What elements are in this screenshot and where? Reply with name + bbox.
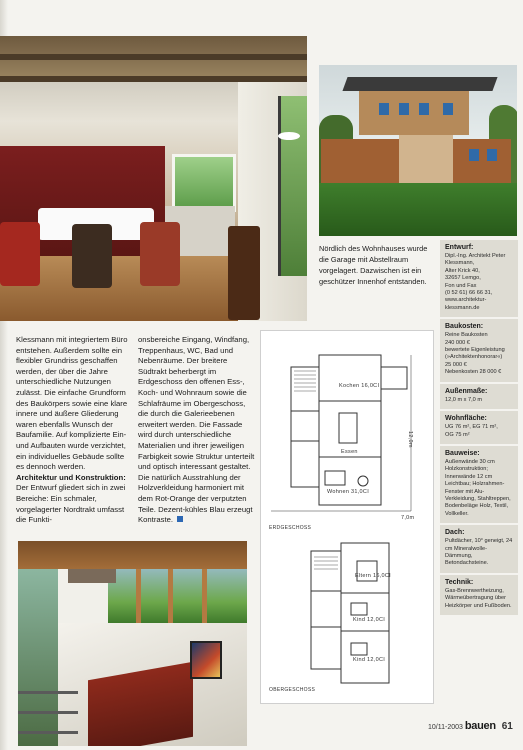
window-post (136, 563, 141, 623)
terrace-top (381, 367, 407, 389)
facts-text: Gas-Brennwertheizung, Wärmeübertragung über Heizkörper und Fußboden. (445, 587, 512, 609)
facts-title: Bauweise: (445, 449, 480, 457)
kitchen-window (172, 154, 236, 212)
article-column-1 (16, 335, 134, 526)
north-wing (291, 367, 319, 487)
facts-block-technology (440, 575, 518, 617)
facts-text: Pultdächer, 10° geneigt, 24 cm Mineralwolle-Dämmung, Betondachsteine. (445, 538, 513, 567)
floor-plans (260, 330, 434, 704)
handrail (18, 731, 78, 734)
window-view (108, 563, 247, 623)
magazine-brand: bauen (464, 720, 496, 732)
chair (140, 222, 180, 286)
interior-dining-photo (0, 36, 307, 321)
room-label: Eltern 16,0CI (355, 573, 392, 579)
window (379, 103, 389, 115)
handrail (18, 711, 78, 714)
facts-text: Dipl.-Ing. Architekt Peter Klessmann, Alter Krick 40, 32657 Lemgo, Fon und Fax (0 52 61) 66 66 31, www.architektur-klessmann.de (445, 253, 506, 311)
article-end-mark (177, 516, 183, 522)
facts-text: 12,0 m x 7,0 m (445, 396, 482, 403)
window (469, 149, 479, 161)
facts-title: Entwurf: (445, 244, 474, 251)
dimension-length: 12,0m (407, 431, 413, 448)
stairwell-photo (18, 541, 247, 746)
chair (72, 224, 112, 288)
ground-floor-label: ERDGESCHOSS (269, 525, 312, 531)
room-label: Kochen 16,0CI (339, 383, 380, 389)
hedge (319, 183, 517, 236)
issue-date: 10/11-2003 (428, 724, 463, 731)
glass-door (278, 96, 307, 276)
facts-title: Technik: (445, 578, 474, 586)
window (419, 103, 429, 115)
page-number: 61 (501, 721, 513, 732)
article-text: Klessmann mit integriertem Büro entstehen. Außerdem sollte ein flexibler Grundriss geschaffen werden, der über die Jahre unterschiedliche Nutzungen zulässt. Die einfache Grundform des Baukörpers sowie eine klare innere und äußere Gliederung waren ebenfalls Wunsch der Baufamilie. Auf komplizierte Ein- und Aufbauten wurde verzichtet, ein individuelles Gebäude sollte es dennoch werden. (16, 335, 128, 472)
facts-block-architect (440, 240, 518, 319)
house-roof (342, 77, 497, 91)
wood-beam (18, 541, 247, 569)
facts-block-costs (440, 319, 518, 383)
facts-sidebar (440, 240, 518, 617)
window-post (202, 563, 207, 623)
dimension-width: 7,0m (401, 515, 415, 521)
article-text: onsbereiche Eingang, Windfang, Treppenhaus, WC, Bad und Nebenräume. Der breitere Südtrakt beherbergt im Erdgeschoss den offenen Ess-, Koch- und Wohnraum sowie die Schlafräume im Obergeschoss, die durch die Galerieebenen erweitert werden. Die Fassade wird durch unterschiedliche Materialien und ihrer jeweiligen Farbigkeit sowie Struktur unterteilt und optisch interessant gestaltet. Die natürlich Ausstrahlung der Holzverkleidung harmoniert mit dem Rot-Orange der verputzten Teile. Dezent-kühles Blau erzeugt Kontraste. (138, 335, 255, 525)
neighbor-roof (68, 567, 116, 583)
ceiling-lamp (278, 132, 300, 140)
house-exterior-photo (319, 65, 517, 236)
article-subhead: Architektur und Konstruktion: (16, 472, 126, 482)
page-footer (428, 720, 513, 732)
room-label: Essen (341, 449, 358, 455)
facts-title: Außenmaße: (445, 387, 488, 395)
window (487, 149, 497, 161)
facts-title: Baukosten: (445, 323, 484, 331)
facts-title: Wohnfläche: (445, 415, 487, 423)
wood-cladding (399, 135, 453, 187)
room-label: Kind 12,0CI (353, 657, 386, 663)
window-post (168, 563, 173, 623)
facts-block-living-area (440, 411, 518, 446)
dining-table-symbol (339, 413, 357, 443)
facts-title: Dach: (445, 529, 465, 537)
photo-caption: Nördlich des Wohnhauses wurde die Garage mit Abstellraum vorgelagert. Dazwischen ist ein geschützer Innenhof entstanden. (319, 244, 428, 286)
stair-window (18, 569, 58, 746)
chair (228, 226, 260, 320)
facts-block-construction (440, 446, 518, 525)
facts-text: Außenwände 30 cm Holzkonstruktion; Innenwände 12 cm Leichtbau; Holzrahmen-Fenster mit Alu-Verkleidung, Stahltreppen, Bodenbeläge Holz, Textil, Vollkeller. (445, 458, 511, 517)
handrail (18, 691, 78, 694)
article-column-2 (138, 335, 256, 526)
facts-block-roof (440, 525, 518, 575)
room-label: Wohnen 31,0CI (327, 489, 370, 495)
facts-block-dimensions (440, 384, 518, 411)
chair (0, 222, 40, 286)
article-text: Der Entwurf gliedert sich in zwei Bereiche: Ein schmaler, vorgelagerter Nordtrakt umfasst die Funkti- (16, 483, 126, 525)
upper-floor-label: OBERGESCHOSS (269, 687, 316, 693)
ceiling-beam (0, 54, 307, 60)
facts-text: Reine Baukosten 240 000 € bewertete Eigenleistung (»Architektenhonorar«) 25 000 € Nebenkosten 28 000 € (445, 332, 505, 376)
wall-painting (190, 641, 222, 679)
room-label: Kind 12,0CI (353, 617, 386, 623)
south-wing (319, 355, 381, 505)
window (443, 103, 453, 115)
facts-text: UG 76 m², EG 71 m², OG 75 m² (445, 424, 498, 438)
ground-floor-plan (271, 355, 411, 511)
window (399, 103, 409, 115)
